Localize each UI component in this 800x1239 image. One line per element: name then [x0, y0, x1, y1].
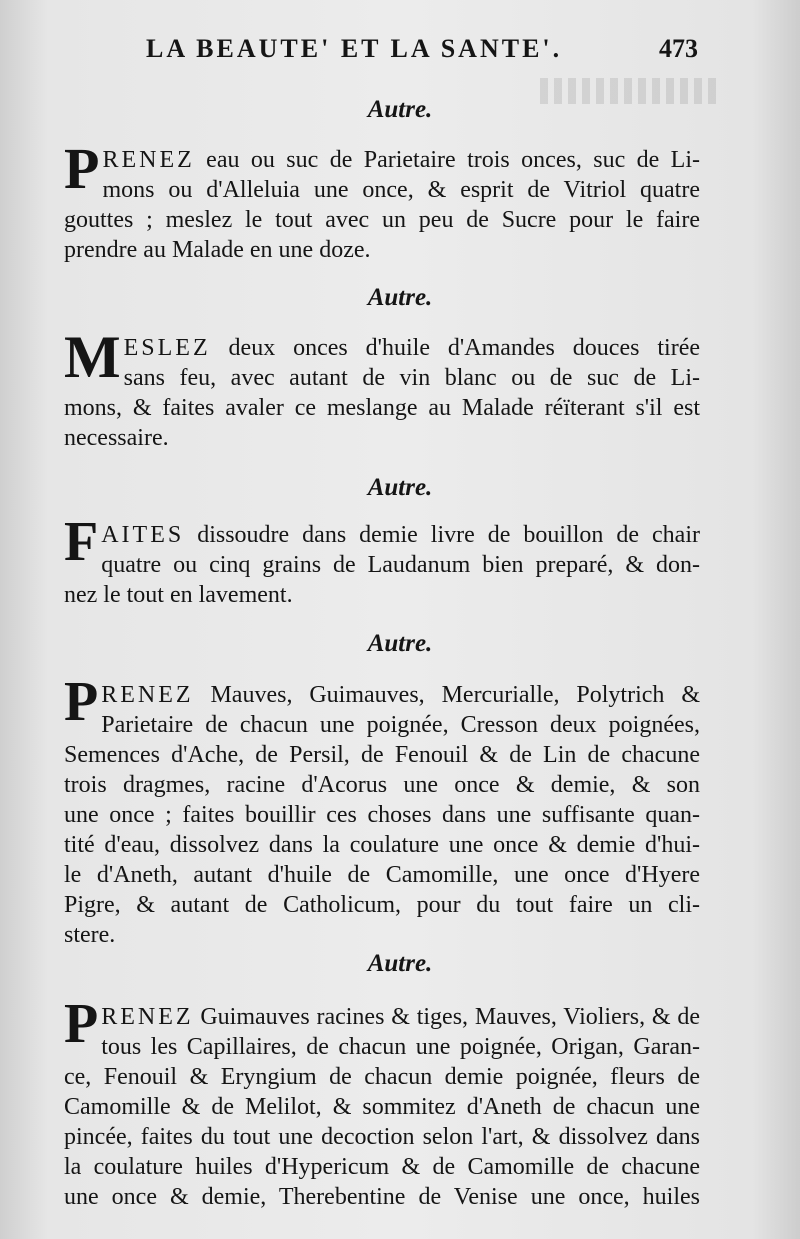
section-body-5: [64, 993, 700, 1212]
text-line: Parietaire de chacun une poignée, Cresson deux poignées,: [101, 712, 700, 738]
text-line: necessaire.: [64, 425, 169, 451]
section-heading-2: Autre.: [367, 284, 433, 311]
text-line: Pigre, & autant de Catholicum, pour du tout faire un cli-: [64, 892, 700, 918]
running-head: [0, 34, 800, 74]
smallcaps-word: AITES: [101, 522, 185, 548]
section-body-1: [64, 136, 700, 265]
section-heading-3: Autre.: [367, 474, 433, 501]
section-body-4: [64, 671, 700, 950]
text-line: AITES dissoudre dans demie livre de bouillon de chair: [101, 522, 700, 548]
text-line: stere.: [64, 922, 116, 948]
dropcap: P: [64, 671, 99, 733]
smallcaps-word: ESLEZ: [123, 335, 211, 361]
text-line: prendre au Malade en une doze.: [64, 237, 371, 263]
page-number: 473: [659, 34, 698, 63]
dropcap: M: [64, 324, 121, 390]
text-line: Semences d'Ache, de Persil, de Fenouil & de Lin de chacune: [64, 742, 700, 768]
text-line: nez le tout en lavement.: [64, 582, 293, 608]
text-line: la coulature huiles d'Hypericum & de Camomille de chacune: [64, 1154, 700, 1180]
text-line: une once ; faites bouillir ces choses dans une suffisante quan-: [64, 802, 700, 828]
text-line: RENEZ Mauves, Guimauves, Mercurialle, Polytrich &: [101, 682, 700, 708]
smallcaps-word: RENEZ: [101, 1004, 194, 1030]
text-line: le d'Aneth, autant d'huile de Camomille, une once d'Hyere: [64, 862, 700, 888]
text-line: mons ou d'Alleluia une once, & esprit de Vitriol quatre: [102, 177, 700, 203]
dropcap: F: [64, 511, 99, 573]
text-line: pincée, faites du tout une decoction selon l'art, & dissolvez dans: [64, 1124, 700, 1150]
section-heading-5: Autre.: [367, 950, 433, 977]
section-heading-4: Autre.: [367, 630, 433, 657]
section-body-3: [64, 511, 700, 610]
text-line: sans feu, avec autant de vin blanc ou de suc de Li-: [123, 365, 700, 391]
smallcaps-word: RENEZ: [101, 682, 194, 708]
dropcap: P: [64, 993, 99, 1055]
text-line: tité d'eau, dissolvez dans la coulature une once & demie d'hui-: [64, 832, 700, 858]
text-line: Camomille & de Melilot, & sommitez d'Aneth de chacun une: [64, 1094, 700, 1120]
text-line: mons, & faites avaler ce meslange au Malade réïterant s'il est: [64, 395, 700, 421]
running-title: LA BEAUTE' ET LA SANTE'.: [146, 34, 563, 63]
text-line: gouttes ; meslez le tout avec un peu de Sucre pour le faire: [64, 207, 700, 233]
text-line: tous les Capillaires, de chacun une poignée, Origan, Garan-: [101, 1034, 700, 1060]
text-line: quatre ou cinq grains de Laudanum bien preparé, & don-: [101, 552, 700, 578]
text-line: trois dragmes, racine d'Acorus une once & demie, & son: [64, 772, 700, 798]
section-heading-1: Autre.: [367, 96, 433, 123]
text-line: une once & demie, Therebentine de Venise une once, huiles: [64, 1184, 700, 1210]
text-line: RENEZ Guimauves racines & tiges, Mauves, Violiers, & de: [101, 1004, 700, 1030]
text-line: ce, Fenouil & Eryngium de chacun demie poignée, fleurs de: [64, 1064, 700, 1090]
section-body-2: [64, 324, 700, 453]
smallcaps-word: RENEZ: [102, 147, 195, 173]
text-line: ESLEZ deux onces d'huile d'Amandes douces tirée: [123, 335, 700, 361]
dropcap: P: [64, 136, 100, 201]
text-line: RENEZ eau ou suc de Parietaire trois onces, suc de Li-: [102, 147, 700, 173]
